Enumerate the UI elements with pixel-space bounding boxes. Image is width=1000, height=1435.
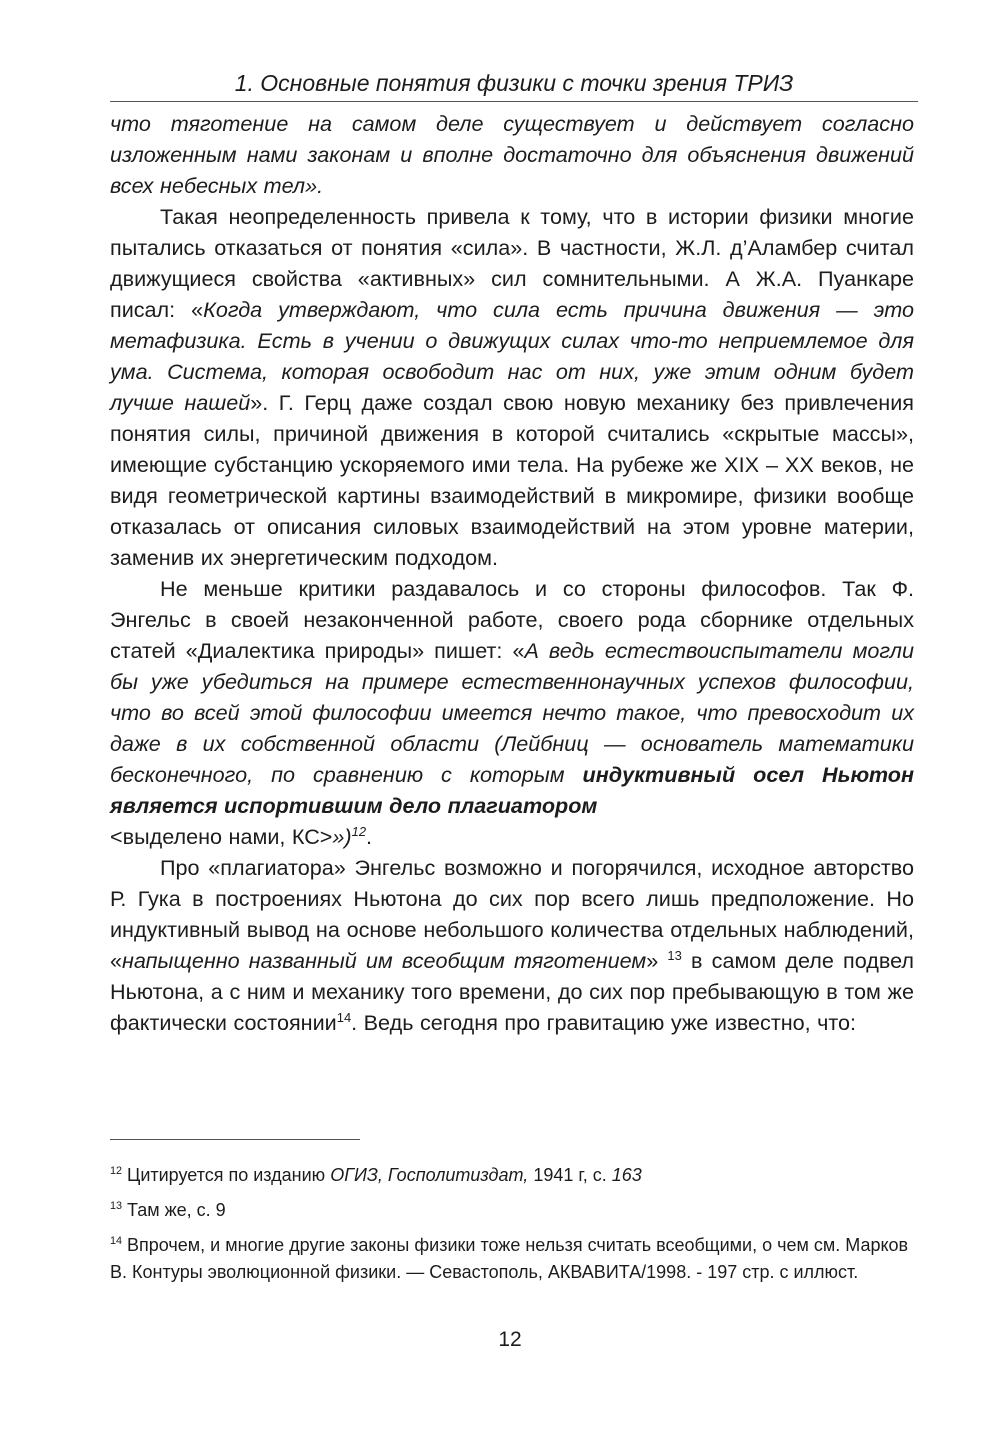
p3-period: . [366,824,373,849]
engels-quote: А ведь естествоиспытатели могли бы уже убедиться на примере естественнонаучных успехов философии, что во всей этой философии имеется нечто такое, что превосходит их даже в их собственной области (Лейбниц — основатель математики бесконечного, по сравнению с которым [110,638,914,787]
footnote-12-number: 12 [110,1165,123,1177]
engels-quote-emphasis: индуктивный осел Ньютон является испортившим дело плагиатором [110,762,915,818]
main-text [110,108,914,1038]
footnote-13-text: Там же, с. 9 [122,1200,226,1220]
p2-text-c: ». Г. Герц даже создал свою новую механику без привлечения понятия силы, причиной движения в которой считались «скрытые массы», имеющие субстанцию ускоряемого ими тела. На рубеже же XIX – XX веков, не видя геометрической картины взаимодействий в микромире, физики вообще отказалась от описания силовых взаимодействий на этом уровне материи, заменив их энергетическим подходом. [110,390,914,570]
footnotes [110,1162,910,1294]
footnote-14 [110,1232,910,1286]
paragraph-2 [110,201,914,573]
p4-text-d: в самом деле подвел Ньютона, а с ним и механику того времени, до сих пор пребывающую в том же фактически состоянии [110,948,914,1035]
footnote-ref-14[interactable]: 14 [336,1009,352,1025]
footnote-ref-12[interactable]: 12 [351,823,367,839]
footnote-12-text-a: Цитируется по изданию [122,1165,331,1185]
p3-quote-close: ») [332,824,352,849]
footnote-14-text: Впрочем, и многие другие законы физики тоже нельзя считать всеобщими, о чем см. Марков В. Контуры эволюционной физики. — Севастополь, АКВАВИТА/1998. - 197 стр. с иллюст. [110,1235,909,1282]
p4-text-c: » [646,948,668,973]
page-number: 12 [498,1328,522,1351]
quote-continuation: что тяготение на самом деле существует и действует согласно изложенным нами законам и вполне достаточно для объяснения движений всех небесных тел». [110,111,914,198]
footnote-ref-13[interactable]: 13 [667,947,682,963]
p3-text-a: Не меньше критики раздавалось и со стороны философов. Так Ф. Энгельс в своей незаконченной работе, своего рода сборнике отдельных статей «Диалектика природы» пишет: « [110,576,914,663]
footnote-14-number: 14 [110,1235,123,1247]
footnote-12 [110,1162,910,1189]
footnote-rule [110,1139,360,1140]
footnote-12-text-c: 1941 г, с. [528,1165,612,1185]
p4-text-e: . Ведь сегодня про гравитацию уже известно, что: [351,1010,857,1035]
footnote-13-number: 13 [110,1200,123,1212]
footnote-12-publisher: ОГИЗ, Госполитиздат, [330,1165,529,1185]
paragraph-4 [110,852,914,1038]
header-rule [110,101,918,102]
footnote-12-page: 163 [611,1165,642,1185]
p3-authors-note: <выделено нами, КС> [110,824,333,849]
newton-quote: напыщенно названный им всеобщим тяготением [122,948,647,973]
running-header: 1. Основные понятия физики с точки зрения ТРИЗ [234,70,794,96]
paragraph-3 [110,573,914,852]
p2-text-a: Такая неопределенность привела к тому, что в истории физики многие пытались отказаться от понятия «сила». В частности, Ж.Л. д’Аламбер считал движущиеся свойства «активных» сил сомнительными. А Ж.А. Пуанкаре писал: « [110,204,914,322]
poincare-quote: Когда утверждают, что сила есть причина движения — это метафизика. Есть в учении о движущих силах что-то неприемлемое для ума. Система, которая освободит нас от них, уже этим одним будет лучше нашей [110,297,914,415]
p4-text-a: Про «плагиатора» Энгельс возможно и погорячился, исходное авторство Р. Гука в построениях Ньютона до сих пор всего лишь предположение. Но индуктивный вывод на основе небольшого количества отдельных наблюдений, « [110,855,914,973]
footnote-13 [110,1197,910,1224]
paragraph-1 [110,108,914,201]
